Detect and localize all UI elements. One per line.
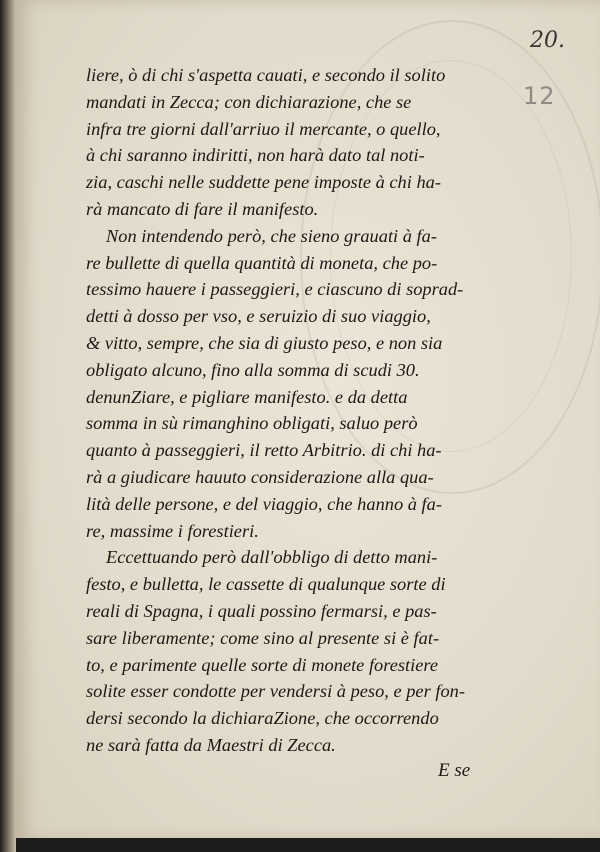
text-line: mandati in Zecca; con dichiarazione, che se <box>86 91 412 112</box>
text-line: infra tre giorni dall'arriuo il mercante, o quello, <box>86 118 441 139</box>
text-line: festo, e bulletta, le cassette di qualunque sorte di <box>86 574 446 595</box>
text-line: re, massime i forestieri. <box>86 520 259 541</box>
body-text <box>86 62 518 759</box>
text-line: somma in sù rimanghino obligati, saluo però <box>86 413 418 434</box>
text-line: tessimo hauere i passeggieri, e ciascuno di soprad- <box>86 279 464 300</box>
paragraph-start-line: Eccettuando però dall'obbligo di detto mani- <box>106 547 438 568</box>
text-line: lità delle persone, e del viaggio, che hanno à fa- <box>86 493 442 514</box>
text-line: reali di Spagna, i quali possino fermarsi, e pas- <box>86 600 437 621</box>
text-line: detti à dosso per vso, e seruizio di suo viaggio, <box>86 306 431 327</box>
book-gutter <box>0 0 16 852</box>
folio-number: 20. <box>530 28 565 53</box>
text-line: rà mancato di fare il manifesto. <box>86 198 319 219</box>
text-line: denunZiare, e pigliare manifesto. e da detta <box>86 386 408 407</box>
catchword: E se <box>438 760 471 781</box>
text-line: sare liberamente; come sino al presente si è fat- <box>86 627 440 648</box>
text-line: re bullette di quella quantità di moneta, che po- <box>86 252 438 273</box>
paragraph-start-line: Non intendendo però, che sieno grauati à fa- <box>106 225 437 246</box>
text-line: à chi saranno indiritti, non harà dato tal noti- <box>86 145 425 166</box>
text-line: ne sarà fatta da Maestri di Zecca. <box>86 734 336 755</box>
text-line: solite esser condotte per vendersi à peso, e per fon- <box>86 681 465 702</box>
text-line: & vitto, sempre, che sia di giusto peso, e non sia <box>86 332 443 353</box>
text-line: obligato alcuno, fino alla somma di scudi 30. <box>86 359 420 380</box>
text-line: zia, caschi nelle suddette pene imposte à chi ha- <box>86 172 441 193</box>
text-line: to, e parimente quelle sorte di monete forestiere <box>86 654 439 675</box>
scan-bottom-edge <box>16 838 600 852</box>
text-line: quanto à passeggieri, il retto Arbitrio. di chi ha- <box>86 440 442 461</box>
text-line: liere, ò di chi s'aspetta cauati, e secondo il solito <box>86 65 446 85</box>
text-line: dersi secondo la dichiaraZione, che occorrendo <box>86 708 439 729</box>
text-line: rà a giudicare hauuto considerazione alla qua- <box>86 466 434 487</box>
pencil-annotation: 12 <box>523 82 556 110</box>
